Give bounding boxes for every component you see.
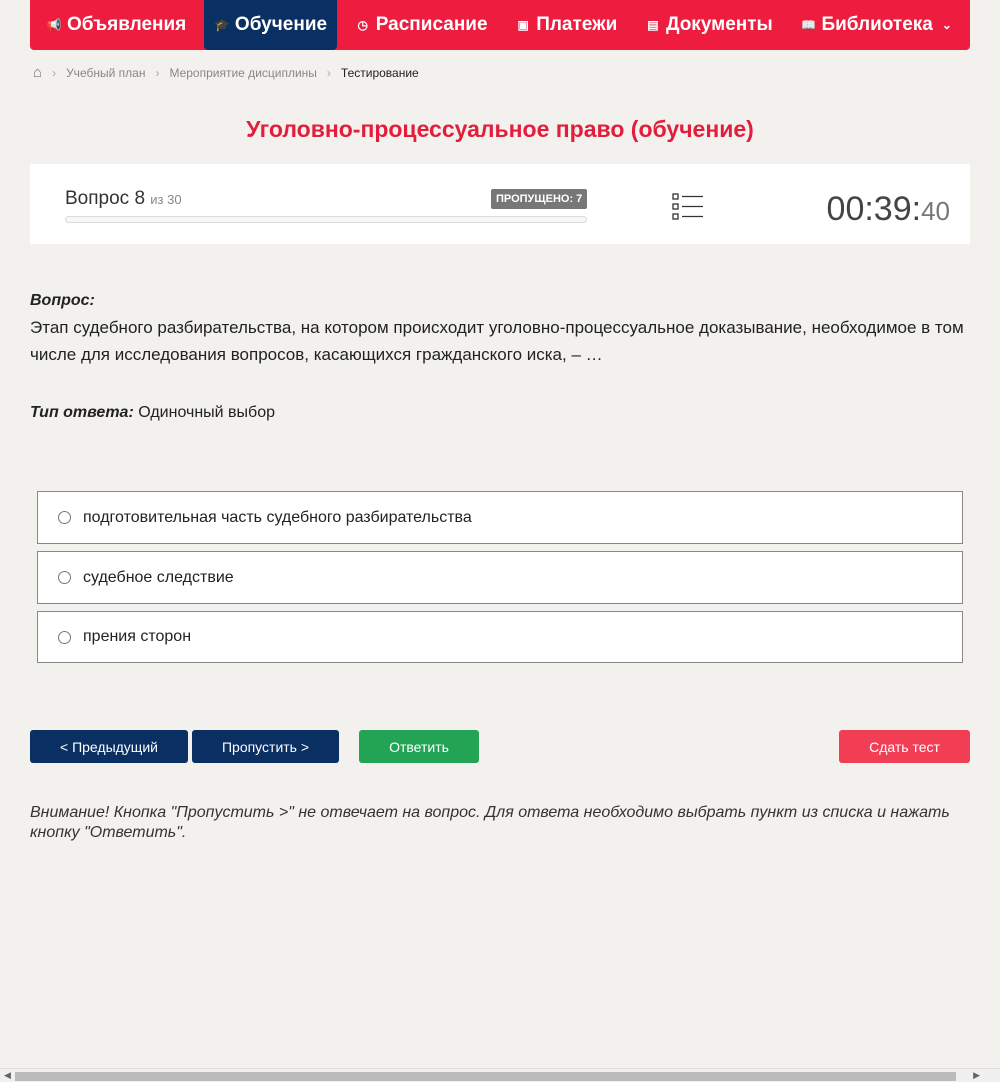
nav-schedule[interactable] — [345, 0, 498, 50]
answer-type — [30, 404, 275, 422]
scroll-left-icon[interactable]: ◀ — [4, 1070, 11, 1080]
nav-library[interactable] — [790, 0, 962, 50]
skip-button[interactable]: Пропустить > — [192, 730, 339, 763]
question-total: из 30 — [150, 192, 182, 207]
answer-type-value: Одиночный выбор — [138, 404, 275, 421]
breadcrumb-discipline-event[interactable]: Мероприятие дисциплины — [169, 65, 317, 80]
page-title: Уголовно-процессуальное право (обучение) — [246, 116, 754, 142]
skipped-badge: ПРОПУЩЕНО: 7 — [491, 189, 587, 209]
warning-note: Внимание! Кнопка "Пропустить >" не отвечает на вопрос. Для ответа необходимо выбрать пункт из списка и нажать кнопку "Ответить". — [30, 804, 950, 841]
nav-announcements[interactable] — [36, 0, 196, 50]
nav-label: Обучение — [234, 14, 328, 35]
question-list-icon[interactable] — [672, 193, 704, 221]
horizontal-scrollbar[interactable] — [0, 1068, 1000, 1082]
radio-button[interactable] — [58, 631, 71, 644]
breadcrumb — [33, 64, 419, 81]
nav-documents[interactable] — [635, 0, 783, 50]
progress-bar — [65, 216, 587, 223]
option-label: подготовительная часть судебного разбирательства — [83, 508, 472, 526]
answer-option[interactable] — [37, 611, 963, 663]
breadcrumb-current: Тестирование — [340, 65, 419, 80]
previous-button[interactable]: < Предыдущий — [30, 730, 188, 763]
nav-label: Библиотека — [821, 14, 933, 35]
question-text: Этап судебного разбирательства, на котором происходит уголовно-процессуальное доказывание, необходимое в том числе для исследования вопросов, касающихся гражданского иска, – … — [30, 318, 964, 364]
book-icon: 📖 — [800, 18, 816, 32]
chevron-right-icon: › — [52, 65, 57, 80]
chevron-down-icon: ⌄ — [941, 18, 952, 32]
chevron-right-icon: › — [155, 65, 160, 80]
nav-label: Объявления — [67, 14, 187, 35]
nav-label: Расписание — [375, 14, 488, 35]
option-label: прения сторон — [83, 628, 192, 645]
clock-icon: ◷ — [357, 18, 368, 32]
chevron-right-icon: › — [326, 65, 331, 80]
answer-type-label: Тип ответа: — [30, 404, 134, 421]
money-icon: ▣ — [517, 18, 529, 32]
timer-seconds: 40 — [921, 196, 950, 226]
question-label: Вопрос: — [30, 292, 95, 309]
top-nav — [30, 0, 970, 50]
document-icon: ▤ — [647, 18, 659, 32]
nav-payments[interactable] — [505, 0, 627, 50]
answer-option[interactable] — [37, 551, 963, 604]
nav-label: Платежи — [536, 14, 618, 35]
nav-label: Документы — [665, 14, 773, 35]
radio-button[interactable] — [58, 571, 71, 584]
option-label: судебное следствие — [83, 568, 234, 586]
scrollbar-thumb[interactable] — [15, 1072, 956, 1081]
timer — [827, 190, 950, 229]
breadcrumb-curriculum[interactable]: Учебный план — [66, 65, 146, 80]
home-icon[interactable]: ⌂ — [33, 64, 43, 81]
radio-button[interactable] — [58, 511, 71, 524]
answer-option[interactable] — [37, 491, 963, 544]
answer-button[interactable]: Ответить — [359, 730, 479, 763]
test-status-panel — [30, 164, 970, 244]
question-counter — [65, 188, 182, 210]
scroll-right-icon[interactable]: ▶ — [973, 1070, 980, 1080]
megaphone-icon: 📢 — [46, 18, 62, 32]
question-number: Вопрос 8 — [65, 188, 146, 209]
graduation-cap-icon: 🎓 — [214, 18, 230, 32]
submit-test-button[interactable]: Сдать тест — [839, 730, 970, 763]
nav-learning[interactable] — [204, 0, 337, 50]
timer-main: 00:39: — [826, 190, 922, 228]
